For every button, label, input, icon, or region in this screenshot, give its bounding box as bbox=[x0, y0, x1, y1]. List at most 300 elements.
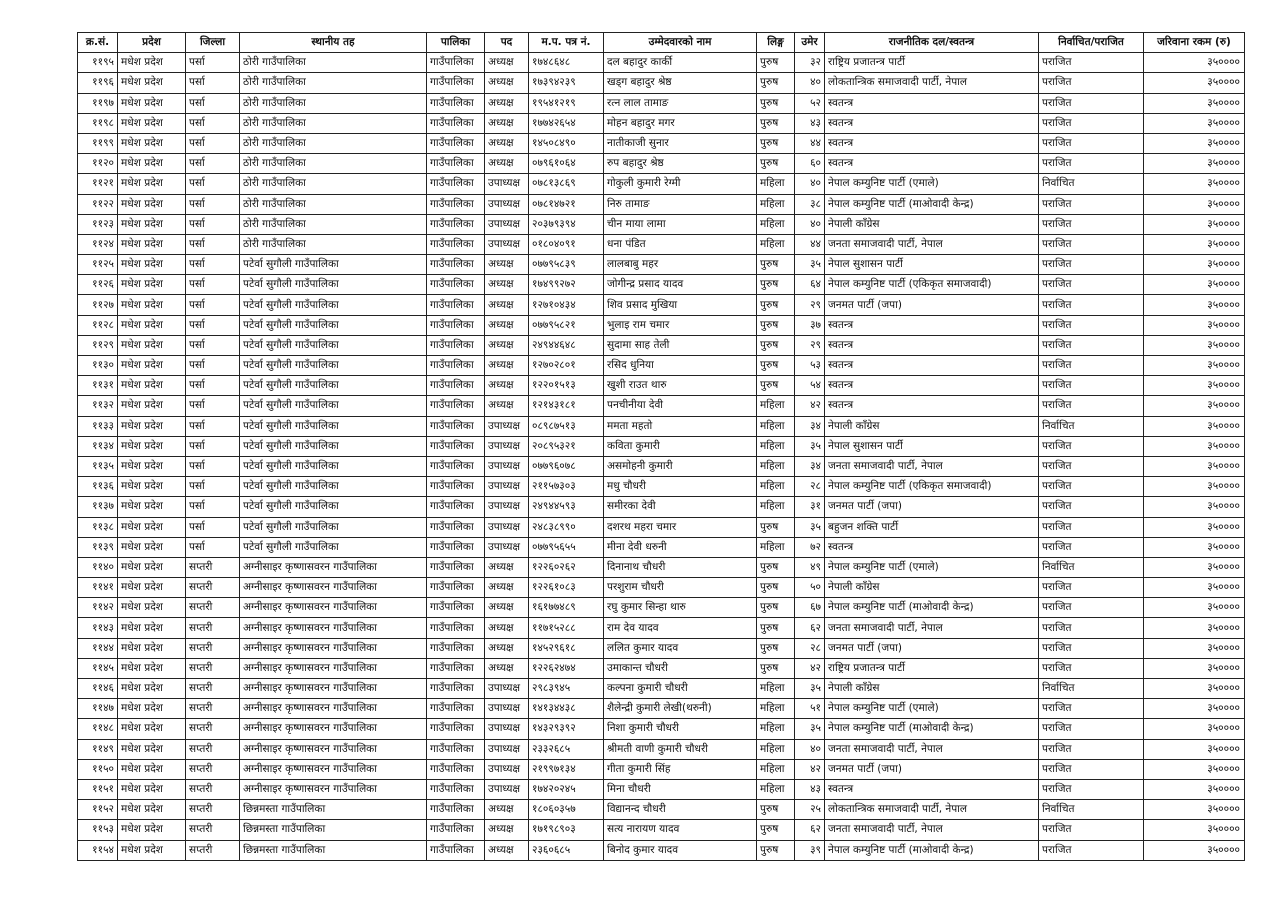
cell-municipality-type: गाउँपालिका bbox=[427, 679, 485, 699]
cell-fine-amount: ३५०००० bbox=[1144, 699, 1245, 719]
cell-political-party: जनता समाजवादी पार्टी, नेपाल bbox=[825, 618, 1039, 638]
header-row bbox=[78, 33, 1245, 53]
cell-position: उपाध्यक्ष bbox=[485, 719, 529, 739]
cell-ballot-no: ०७८१३८६९ bbox=[529, 174, 604, 194]
cell-province: मधेश प्रदेश bbox=[118, 275, 186, 295]
cell-candidate-name: कल्पना कुमारी चौधरी bbox=[604, 679, 757, 699]
cell-ballot-no: १२२६२४७४ bbox=[529, 658, 604, 678]
cell-candidate-name: श्रीमती वाणी कुमारी चौधरी bbox=[604, 739, 757, 759]
cell-political-party: बहुजन शक्ति पार्टी bbox=[825, 517, 1039, 537]
cell-serial-no: ११९८ bbox=[78, 113, 118, 133]
cell-political-party: राष्ट्रिय प्रजातन्त्र पार्टी bbox=[825, 658, 1039, 678]
cell-result: पराजित bbox=[1039, 497, 1144, 517]
cell-province: मधेश प्रदेश bbox=[118, 315, 186, 335]
table-row bbox=[78, 820, 1245, 840]
cell-province: मधेश प्रदेश bbox=[118, 174, 186, 194]
cell-age: ६४ bbox=[795, 275, 825, 295]
cell-political-party: जनता समाजवादी पार्टी, नेपाल bbox=[825, 820, 1039, 840]
cell-local-level: पटेर्वा सुगौली गाउँपालिका bbox=[240, 436, 427, 456]
cell-ballot-no: १२२६१०८३ bbox=[529, 578, 604, 598]
cell-result: पराजित bbox=[1039, 840, 1144, 860]
table-row bbox=[78, 376, 1245, 396]
cell-position: उपाध्यक्ष bbox=[485, 194, 529, 214]
cell-candidate-name: परशुराम चौधरी bbox=[604, 578, 757, 598]
cell-political-party: स्वतन्त्र bbox=[825, 356, 1039, 376]
cell-gender: महिला bbox=[757, 214, 795, 234]
cell-province: मधेश प्रदेश bbox=[118, 214, 186, 234]
cell-age: २९ bbox=[795, 295, 825, 315]
cell-political-party: जनता समाजवादी पार्टी, नेपाल bbox=[825, 234, 1039, 254]
cell-political-party: जनता समाजवादी पार्टी, नेपाल bbox=[825, 739, 1039, 759]
cell-gender: महिला bbox=[757, 396, 795, 416]
cell-district: पर्सा bbox=[186, 356, 240, 376]
table-row bbox=[78, 497, 1245, 517]
table-row bbox=[78, 53, 1245, 73]
cell-age: ५१ bbox=[795, 699, 825, 719]
cell-result: निर्वाचित bbox=[1039, 416, 1144, 436]
cell-district: पर्सा bbox=[186, 53, 240, 73]
cell-ballot-no: १७७४२६५४ bbox=[529, 113, 604, 133]
cell-position: उपाध्यक्ष bbox=[485, 759, 529, 779]
cell-district: पर्सा bbox=[186, 234, 240, 254]
cell-fine-amount: ३५०००० bbox=[1144, 497, 1245, 517]
cell-result: पराजित bbox=[1039, 234, 1144, 254]
table-row bbox=[78, 174, 1245, 194]
cell-district: सप्तरी bbox=[186, 598, 240, 618]
cell-age: ३५ bbox=[795, 436, 825, 456]
cell-ballot-no: १८०६०३५७ bbox=[529, 800, 604, 820]
cell-province: मधेश प्रदेश bbox=[118, 436, 186, 456]
cell-fine-amount: ३५०००० bbox=[1144, 537, 1245, 557]
cell-fine-amount: ३५०००० bbox=[1144, 679, 1245, 699]
table-row bbox=[78, 194, 1245, 214]
cell-result: पराजित bbox=[1039, 456, 1144, 476]
cell-serial-no: ११४२ bbox=[78, 598, 118, 618]
cell-municipality-type: गाउँपालिका bbox=[427, 53, 485, 73]
cell-ballot-no: १७४९९२७२ bbox=[529, 275, 604, 295]
cell-local-level: अग्नीसाइर कृष्णासवरन गाउँपालिका bbox=[240, 759, 427, 779]
cell-municipality-type: गाउँपालिका bbox=[427, 93, 485, 113]
cell-fine-amount: ३५०००० bbox=[1144, 618, 1245, 638]
cell-candidate-name: खड्ग बहादुर श्रेष्ठ bbox=[604, 73, 757, 93]
cell-serial-no: ११४७ bbox=[78, 699, 118, 719]
cell-position: अध्यक्ष bbox=[485, 93, 529, 113]
cell-local-level: पटेर्वा सुगौली गाउँपालिका bbox=[240, 295, 427, 315]
cell-municipality-type: गाउँपालिका bbox=[427, 174, 485, 194]
cell-fine-amount: ३५०००० bbox=[1144, 133, 1245, 153]
cell-gender: महिला bbox=[757, 456, 795, 476]
cell-fine-amount: ३५०००० bbox=[1144, 477, 1245, 497]
cell-local-level: पटेर्वा सुगौली गाउँपालिका bbox=[240, 376, 427, 396]
cell-political-party: नेपाल कम्युनिष्ट पार्टी (एकिकृत समाजवादी) bbox=[825, 275, 1039, 295]
cell-candidate-name: शिव प्रसाद मुखिया bbox=[604, 295, 757, 315]
cell-local-level: छिन्नमस्ता गाउँपालिका bbox=[240, 840, 427, 860]
cell-gender: पुरुष bbox=[757, 820, 795, 840]
cell-gender: पुरुष bbox=[757, 154, 795, 174]
header-position: पद bbox=[485, 33, 529, 53]
cell-gender: पुरुष bbox=[757, 53, 795, 73]
cell-district: पर्सा bbox=[186, 477, 240, 497]
cell-serial-no: ११४६ bbox=[78, 679, 118, 699]
cell-position: अध्यक्ष bbox=[485, 295, 529, 315]
table-row bbox=[78, 598, 1245, 618]
cell-position: अध्यक्ष bbox=[485, 275, 529, 295]
cell-fine-amount: ३५०००० bbox=[1144, 376, 1245, 396]
table-body bbox=[78, 53, 1245, 861]
cell-gender: पुरुष bbox=[757, 557, 795, 577]
cell-serial-no: ११९६ bbox=[78, 73, 118, 93]
table-row bbox=[78, 557, 1245, 577]
cell-gender: महिला bbox=[757, 436, 795, 456]
cell-district: पर्सा bbox=[186, 396, 240, 416]
cell-fine-amount: ३५०००० bbox=[1144, 820, 1245, 840]
cell-district: सप्तरी bbox=[186, 638, 240, 658]
header-province: प्रदेश bbox=[118, 33, 186, 53]
cell-position: अध्यक्ष bbox=[485, 113, 529, 133]
cell-gender: पुरुष bbox=[757, 658, 795, 678]
cell-municipality-type: गाउँपालिका bbox=[427, 295, 485, 315]
cell-district: सप्तरी bbox=[186, 699, 240, 719]
cell-political-party: स्वतन्त्र bbox=[825, 315, 1039, 335]
cell-local-level: ठोरी गाउँपालिका bbox=[240, 174, 427, 194]
cell-province: मधेश प्रदेश bbox=[118, 255, 186, 275]
cell-fine-amount: ३५०००० bbox=[1144, 214, 1245, 234]
cell-fine-amount: ३५०००० bbox=[1144, 154, 1245, 174]
table-row bbox=[78, 658, 1245, 678]
cell-candidate-name: गीता कुमारी सिंह bbox=[604, 759, 757, 779]
cell-province: मधेश प्रदेश bbox=[118, 234, 186, 254]
cell-municipality-type: गाउँपालिका bbox=[427, 356, 485, 376]
cell-municipality-type: गाउँपालिका bbox=[427, 598, 485, 618]
cell-ballot-no: २४९४४५९३ bbox=[529, 497, 604, 517]
cell-district: सप्तरी bbox=[186, 800, 240, 820]
cell-fine-amount: ३५०००० bbox=[1144, 315, 1245, 335]
cell-province: मधेश प्रदेश bbox=[118, 719, 186, 739]
cell-local-level: पटेर्वा सुगौली गाउँपालिका bbox=[240, 497, 427, 517]
cell-municipality-type: गाउँपालिका bbox=[427, 537, 485, 557]
cell-age: ३४ bbox=[795, 456, 825, 476]
cell-serial-no: ११२३ bbox=[78, 214, 118, 234]
cell-political-party: नेपाल कम्युनिष्ट पार्टी (एमाले) bbox=[825, 174, 1039, 194]
cell-ballot-no: २३६०६८५ bbox=[529, 840, 604, 860]
cell-district: पर्सा bbox=[186, 537, 240, 557]
cell-result: पराजित bbox=[1039, 113, 1144, 133]
cell-municipality-type: गाउँपालिका bbox=[427, 618, 485, 638]
cell-political-party: स्वतन्त्र bbox=[825, 396, 1039, 416]
cell-fine-amount: ३५०००० bbox=[1144, 557, 1245, 577]
header-fine-amount: जरिवाना रकम (रु) bbox=[1144, 33, 1245, 53]
cell-municipality-type: गाउँपालिका bbox=[427, 456, 485, 476]
cell-position: उपाध्यक्ष bbox=[485, 779, 529, 799]
cell-gender: पुरुष bbox=[757, 800, 795, 820]
table-row bbox=[78, 436, 1245, 456]
cell-fine-amount: ३५०००० bbox=[1144, 255, 1245, 275]
cell-municipality-type: गाउँपालिका bbox=[427, 113, 485, 133]
table-row bbox=[78, 719, 1245, 739]
cell-local-level: छिन्नमस्ता गाउँपालिका bbox=[240, 800, 427, 820]
cell-candidate-name: रत्न लाल तामाङ bbox=[604, 93, 757, 113]
cell-local-level: पटेर्वा सुगौली गाउँपालिका bbox=[240, 416, 427, 436]
cell-age: २५ bbox=[795, 800, 825, 820]
cell-local-level: ठोरी गाउँपालिका bbox=[240, 214, 427, 234]
cell-result: पराजित bbox=[1039, 598, 1144, 618]
cell-gender: पुरुष bbox=[757, 93, 795, 113]
cell-position: उपाध्यक्ष bbox=[485, 436, 529, 456]
header-district: जिल्ला bbox=[186, 33, 240, 53]
cell-serial-no: ११३७ bbox=[78, 497, 118, 517]
cell-candidate-name: राम देव यादव bbox=[604, 618, 757, 638]
cell-serial-no: ११५३ bbox=[78, 820, 118, 840]
cell-local-level: छिन्नमस्ता गाउँपालिका bbox=[240, 820, 427, 840]
cell-age: ३५ bbox=[795, 517, 825, 537]
cell-political-party: नेपाल कम्युनिष्ट पार्टी (माओवादी केन्द्र) bbox=[825, 194, 1039, 214]
cell-political-party: नेपाल कम्युनिष्ट पार्टी (माओवादी केन्द्र) bbox=[825, 719, 1039, 739]
cell-result: पराजित bbox=[1039, 396, 1144, 416]
cell-district: पर्सा bbox=[186, 436, 240, 456]
cell-serial-no: ११९९ bbox=[78, 133, 118, 153]
cell-age: ६० bbox=[795, 154, 825, 174]
cell-gender: पुरुष bbox=[757, 578, 795, 598]
cell-ballot-no: १७१९८९०३ bbox=[529, 820, 604, 840]
cell-age: ६२ bbox=[795, 820, 825, 840]
cell-age: ४२ bbox=[795, 759, 825, 779]
cell-age: ६२ bbox=[795, 618, 825, 638]
cell-ballot-no: १२७१०४३४ bbox=[529, 295, 604, 315]
header-political-party: राजनीतिक दल/स्वतन्त्र bbox=[825, 33, 1039, 53]
cell-ballot-no: ०७७९६०७८ bbox=[529, 456, 604, 476]
cell-district: पर्सा bbox=[186, 133, 240, 153]
cell-local-level: पटेर्वा सुगौली गाउँपालिका bbox=[240, 255, 427, 275]
cell-province: मधेश प्रदेश bbox=[118, 517, 186, 537]
cell-candidate-name: निरु तामाङ bbox=[604, 194, 757, 214]
cell-municipality-type: गाउँपालिका bbox=[427, 719, 485, 739]
cell-serial-no: ११३४ bbox=[78, 436, 118, 456]
table-row bbox=[78, 356, 1245, 376]
cell-age: २८ bbox=[795, 638, 825, 658]
cell-province: मधेश प्रदेश bbox=[118, 335, 186, 355]
cell-age: ४२ bbox=[795, 396, 825, 416]
cell-result: पराजित bbox=[1039, 699, 1144, 719]
cell-serial-no: ११२१ bbox=[78, 174, 118, 194]
cell-gender: पुरुष bbox=[757, 840, 795, 860]
table-row bbox=[78, 133, 1245, 153]
cell-age: ३५ bbox=[795, 719, 825, 739]
cell-fine-amount: ३५०००० bbox=[1144, 356, 1245, 376]
cell-province: मधेश प्रदेश bbox=[118, 679, 186, 699]
cell-municipality-type: गाउँपालिका bbox=[427, 194, 485, 214]
table-row bbox=[78, 537, 1245, 557]
cell-fine-amount: ३५०००० bbox=[1144, 759, 1245, 779]
cell-fine-amount: ३५०००० bbox=[1144, 234, 1245, 254]
cell-age: ४० bbox=[795, 739, 825, 759]
cell-age: ७२ bbox=[795, 537, 825, 557]
cell-age: ४० bbox=[795, 214, 825, 234]
cell-local-level: अग्नीसाइर कृष्णासवरन गाउँपालिका bbox=[240, 598, 427, 618]
cell-candidate-name: असमोहनी कुमारी bbox=[604, 456, 757, 476]
cell-ballot-no: ११७१५२८८ bbox=[529, 618, 604, 638]
cell-position: उपाध्यक्ष bbox=[485, 174, 529, 194]
cell-province: मधेश प्रदेश bbox=[118, 739, 186, 759]
cell-province: मधेश प्रदेश bbox=[118, 557, 186, 577]
cell-candidate-name: मोहन बहादुर मगर bbox=[604, 113, 757, 133]
header-municipality-type: पालिका bbox=[427, 33, 485, 53]
cell-serial-no: ११२५ bbox=[78, 255, 118, 275]
cell-age: २९ bbox=[795, 335, 825, 355]
cell-local-level: पटेर्वा सुगौली गाउँपालिका bbox=[240, 477, 427, 497]
cell-political-party: नेपाल कम्युनिष्ट पार्टी (माओवादी केन्द्र) bbox=[825, 598, 1039, 618]
candidate-table bbox=[77, 32, 1245, 861]
cell-fine-amount: ३५०००० bbox=[1144, 456, 1245, 476]
cell-municipality-type: गाउँपालिका bbox=[427, 800, 485, 820]
table-row bbox=[78, 113, 1245, 133]
cell-fine-amount: ३५०००० bbox=[1144, 779, 1245, 799]
cell-candidate-name: रुप बहादुर श्रेष्ठ bbox=[604, 154, 757, 174]
cell-municipality-type: गाउँपालिका bbox=[427, 699, 485, 719]
cell-district: पर्सा bbox=[186, 154, 240, 174]
cell-province: मधेश प्रदेश bbox=[118, 53, 186, 73]
cell-district: पर्सा bbox=[186, 275, 240, 295]
cell-result: पराजित bbox=[1039, 739, 1144, 759]
cell-local-level: ठोरी गाउँपालिका bbox=[240, 133, 427, 153]
table-row bbox=[78, 154, 1245, 174]
cell-serial-no: ११४३ bbox=[78, 618, 118, 638]
cell-ballot-no: १२१४३१८१ bbox=[529, 396, 604, 416]
cell-result: पराजित bbox=[1039, 820, 1144, 840]
cell-fine-amount: ३५०००० bbox=[1144, 840, 1245, 860]
cell-district: सप्तरी bbox=[186, 557, 240, 577]
cell-local-level: ठोरी गाउँपालिका bbox=[240, 154, 427, 174]
cell-political-party: स्वतन्त्र bbox=[825, 93, 1039, 113]
cell-position: अध्यक्ष bbox=[485, 73, 529, 93]
cell-result: पराजित bbox=[1039, 275, 1144, 295]
cell-political-party: जनता समाजवादी पार्टी, नेपाल bbox=[825, 456, 1039, 476]
cell-province: मधेश प्रदेश bbox=[118, 416, 186, 436]
cell-gender: महिला bbox=[757, 759, 795, 779]
cell-fine-amount: ३५०००० bbox=[1144, 73, 1245, 93]
cell-district: पर्सा bbox=[186, 174, 240, 194]
cell-serial-no: ११४१ bbox=[78, 578, 118, 598]
cell-position: अध्यक्ष bbox=[485, 396, 529, 416]
table-row bbox=[78, 396, 1245, 416]
cell-political-party: जनमत पार्टी (जपा) bbox=[825, 638, 1039, 658]
cell-province: मधेश प्रदेश bbox=[118, 376, 186, 396]
cell-serial-no: ११३९ bbox=[78, 537, 118, 557]
cell-municipality-type: गाउँपालिका bbox=[427, 759, 485, 779]
cell-candidate-name: पनचीनीया देवी bbox=[604, 396, 757, 416]
cell-ballot-no: ०८९८७५१३ bbox=[529, 416, 604, 436]
cell-ballot-no: ०७७९५६५५ bbox=[529, 537, 604, 557]
cell-position: अध्यक्ष bbox=[485, 578, 529, 598]
cell-position: अध्यक्ष bbox=[485, 598, 529, 618]
cell-ballot-no: १७३९४२३९ bbox=[529, 73, 604, 93]
cell-local-level: पटेर्वा सुगौली गाउँपालिका bbox=[240, 275, 427, 295]
header-serial-no: क्र.सं. bbox=[78, 33, 118, 53]
table-row bbox=[78, 315, 1245, 335]
cell-age: ३५ bbox=[795, 255, 825, 275]
cell-serial-no: ११२९ bbox=[78, 335, 118, 355]
cell-age: ४९ bbox=[795, 557, 825, 577]
cell-local-level: पटेर्वा सुगौली गाउँपालिका bbox=[240, 335, 427, 355]
cell-position: उपाध्यक्ष bbox=[485, 234, 529, 254]
cell-province: मधेश प्रदेश bbox=[118, 93, 186, 113]
cell-local-level: अग्नीसाइर कृष्णासवरन गाउँपालिका bbox=[240, 658, 427, 678]
cell-political-party: स्वतन्त्र bbox=[825, 335, 1039, 355]
cell-serial-no: ११३० bbox=[78, 356, 118, 376]
cell-district: सप्तरी bbox=[186, 658, 240, 678]
cell-district: सप्तरी bbox=[186, 820, 240, 840]
cell-result: पराजित bbox=[1039, 638, 1144, 658]
cell-municipality-type: गाउँपालिका bbox=[427, 255, 485, 275]
table-row bbox=[78, 679, 1245, 699]
table-row bbox=[78, 699, 1245, 719]
header-result: निर्वाचित/पराजित bbox=[1039, 33, 1144, 53]
table-row bbox=[78, 739, 1245, 759]
cell-gender: पुरुष bbox=[757, 618, 795, 638]
cell-candidate-name: लालबाबु महर bbox=[604, 255, 757, 275]
cell-age: ३५ bbox=[795, 679, 825, 699]
cell-result: पराजित bbox=[1039, 154, 1144, 174]
cell-ballot-no: २१९९७१३४ bbox=[529, 759, 604, 779]
cell-political-party: नेपाली काँग्रेस bbox=[825, 214, 1039, 234]
cell-position: अध्यक्ष bbox=[485, 356, 529, 376]
cell-candidate-name: शैलेन्द्री कुमारी लेखी(थरुनी) bbox=[604, 699, 757, 719]
cell-result: पराजित bbox=[1039, 376, 1144, 396]
cell-province: मधेश प्रदेश bbox=[118, 759, 186, 779]
cell-gender: पुरुष bbox=[757, 356, 795, 376]
cell-result: पराजित bbox=[1039, 537, 1144, 557]
cell-municipality-type: गाउँपालिका bbox=[427, 820, 485, 840]
header-candidate-name: उम्मेदवारको नाम bbox=[604, 33, 757, 53]
cell-fine-amount: ३५०००० bbox=[1144, 275, 1245, 295]
cell-position: उपाध्यक्ष bbox=[485, 537, 529, 557]
cell-position: उपाध्यक्ष bbox=[485, 699, 529, 719]
cell-result: पराजित bbox=[1039, 759, 1144, 779]
cell-fine-amount: ३५०००० bbox=[1144, 658, 1245, 678]
cell-province: मधेश प्रदेश bbox=[118, 598, 186, 618]
cell-position: अध्यक्ष bbox=[485, 133, 529, 153]
table-row bbox=[78, 456, 1245, 476]
cell-fine-amount: ३५०००० bbox=[1144, 396, 1245, 416]
cell-age: ५४ bbox=[795, 376, 825, 396]
cell-political-party: स्वतन्त्र bbox=[825, 779, 1039, 799]
cell-local-level: अग्नीसाइर कृष्णासवरन गाउँपालिका bbox=[240, 739, 427, 759]
cell-local-level: पटेर्वा सुगौली गाउँपालिका bbox=[240, 356, 427, 376]
cell-local-level: अग्नीसाइर कृष्णासवरन गाउँपालिका bbox=[240, 699, 427, 719]
cell-fine-amount: ३५०००० bbox=[1144, 416, 1245, 436]
cell-result: पराजित bbox=[1039, 73, 1144, 93]
cell-municipality-type: गाउँपालिका bbox=[427, 477, 485, 497]
cell-municipality-type: गाउँपालिका bbox=[427, 396, 485, 416]
header-gender: लिङ्ग bbox=[757, 33, 795, 53]
cell-position: अध्यक्ष bbox=[485, 840, 529, 860]
cell-municipality-type: गाउँपालिका bbox=[427, 376, 485, 396]
cell-municipality-type: गाउँपालिका bbox=[427, 779, 485, 799]
cell-candidate-name: दिनानाथ चौधरी bbox=[604, 557, 757, 577]
cell-position: अध्यक्ष bbox=[485, 820, 529, 840]
cell-gender: महिला bbox=[757, 699, 795, 719]
cell-local-level: अग्नीसाइर कृष्णासवरन गाउँपालिका bbox=[240, 618, 427, 638]
cell-candidate-name: मधु चौधरी bbox=[604, 477, 757, 497]
table-row bbox=[78, 759, 1245, 779]
cell-gender: महिला bbox=[757, 719, 795, 739]
cell-province: मधेश प्रदेश bbox=[118, 295, 186, 315]
cell-serial-no: ११४५ bbox=[78, 658, 118, 678]
cell-district: पर्सा bbox=[186, 214, 240, 234]
cell-candidate-name: दल बहादुर कार्की bbox=[604, 53, 757, 73]
cell-province: मधेश प्रदेश bbox=[118, 497, 186, 517]
cell-municipality-type: गाउँपालिका bbox=[427, 133, 485, 153]
cell-position: अध्यक्ष bbox=[485, 53, 529, 73]
